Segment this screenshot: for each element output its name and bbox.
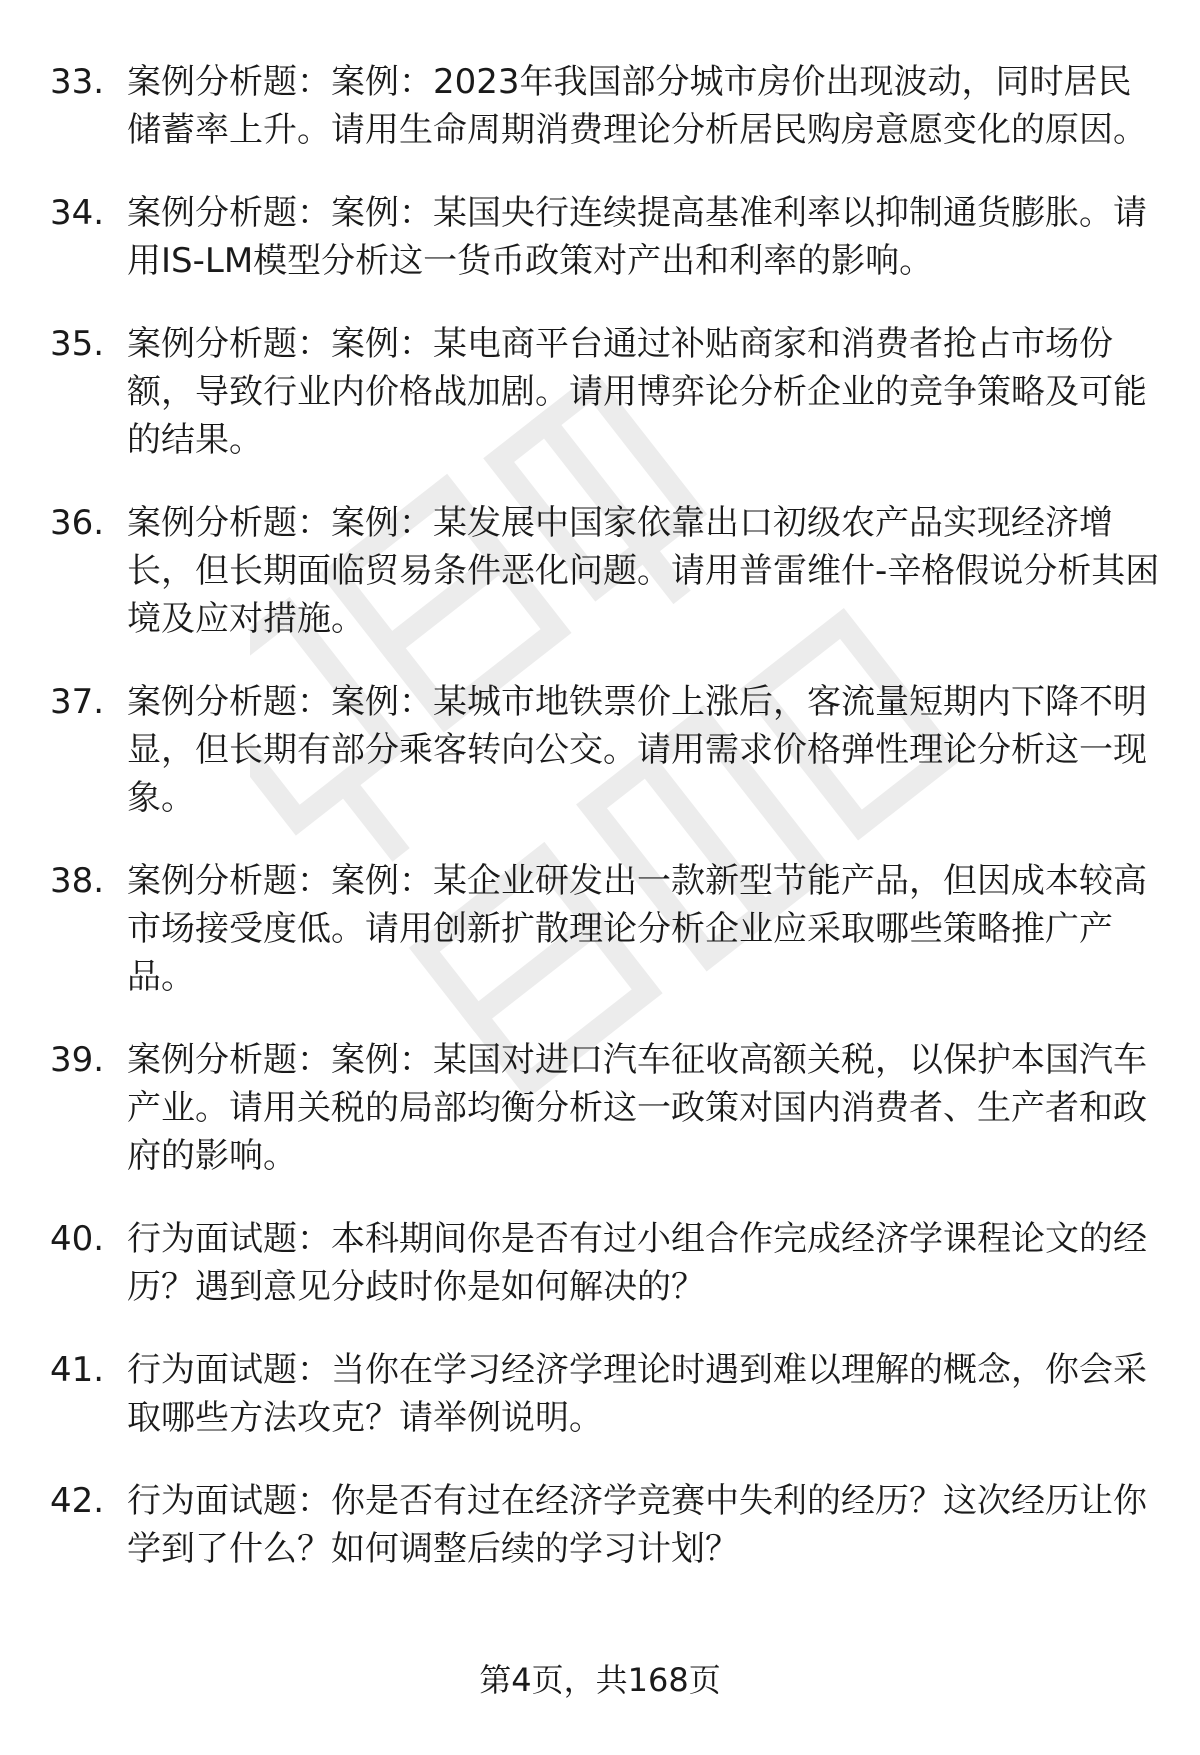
question-text: 案例分析题：案例：某企业研发出一款新型节能产品，但因成本较高市场接受度低。请用创新扩散理论分析企业应采取哪些策略推广产品。 bbox=[127, 861, 1147, 997]
list-item bbox=[50, 320, 1160, 464]
question-number: 37. bbox=[50, 682, 105, 722]
list-item bbox=[50, 1036, 1160, 1180]
list-item bbox=[50, 189, 1160, 285]
question-text: 案例分析题：案例：某发展中国家依靠出口初级农产品实现经济增长，但长期面临贸易条件恶化问题。请用普雷维什-辛格假说分析其困境及应对措施。 bbox=[127, 503, 1160, 639]
question-text: 案例分析题：案例：某国对进口汽车征收高额关税，以保护本国汽车产业。请用关税的局部均衡分析这一政策对国内消费者、生产者和政府的影响。 bbox=[127, 1040, 1147, 1176]
question-number: 40. bbox=[50, 1219, 105, 1259]
list-item bbox=[50, 1346, 1160, 1442]
question-number: 34. bbox=[50, 193, 105, 233]
list-item bbox=[50, 857, 1160, 1001]
page-number-footer: 第4页，共168页 bbox=[479, 1661, 721, 1699]
question-number: 35. bbox=[50, 324, 105, 364]
list-item bbox=[50, 1215, 1160, 1311]
question-list bbox=[50, 58, 1160, 1608]
question-text: 案例分析题：案例：2023年我国部分城市房价出现波动，同时居民储蓄率上升。请用生命周期消费理论分析居民购房意愿变化的原因。 bbox=[127, 62, 1147, 150]
question-text: 案例分析题：案例：某国央行连续提高基准利率以抑制通货膨胀。请用IS-LM模型分析这一货币政策对产出和利率的影响。 bbox=[127, 193, 1147, 281]
question-number: 33. bbox=[50, 62, 105, 102]
question-text: 案例分析题：案例：某城市地铁票价上涨后，客流量短期内下降不明显，但长期有部分乘客转向公交。请用需求价格弹性理论分析这一现象。 bbox=[127, 682, 1147, 818]
list-item bbox=[50, 499, 1160, 643]
question-text: 案例分析题：案例：某电商平台通过补贴商家和消费者抢占市场份额，导致行业内价格战加剧。请用博弈论分析企业的竞争策略及可能的结果。 bbox=[127, 324, 1147, 460]
question-number: 36. bbox=[50, 503, 105, 543]
list-item bbox=[50, 1477, 1160, 1573]
question-text: 行为面试题：本科期间你是否有过小组合作完成经济学课程论文的经历？遇到意见分歧时你是如何解决的？ bbox=[127, 1219, 1147, 1307]
question-text: 行为面试题：当你在学习经济学理论时遇到难以理解的概念，你会采取哪些方法攻克？请举例说明。 bbox=[127, 1350, 1147, 1438]
question-number: 39. bbox=[50, 1040, 105, 1080]
question-number: 42. bbox=[50, 1481, 105, 1521]
question-text: 行为面试题：你是否有过在经济学竞赛中失利的经历？这次经历让你学到了什么？如何调整后续的学习计划？ bbox=[127, 1481, 1147, 1569]
question-number: 38. bbox=[50, 861, 105, 901]
question-number: 41. bbox=[50, 1350, 105, 1390]
list-item bbox=[50, 58, 1160, 154]
list-item bbox=[50, 678, 1160, 822]
